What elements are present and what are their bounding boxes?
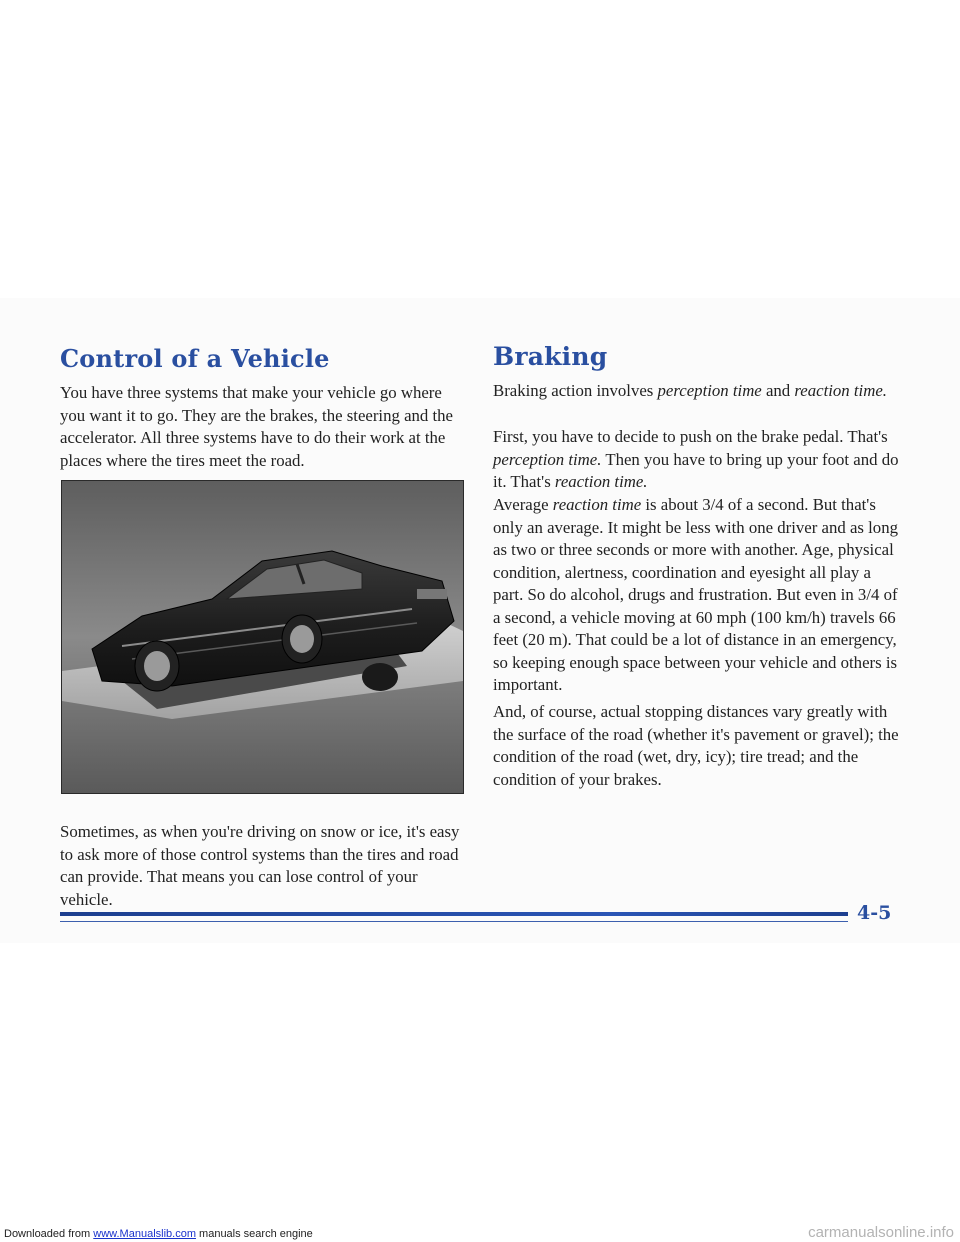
vehicle-illustration (61, 480, 464, 794)
download-footer: Downloaded from www.Manualslib.com manuals search engine (4, 1228, 313, 1240)
braking-intro-paragraph: Braking action involves perception time and reaction time. (493, 381, 887, 400)
footer-rule (60, 912, 848, 916)
section-heading-control: Control of a Vehicle (60, 344, 330, 373)
perception-reaction-paragraph: First, you have to decide to push on the brake pedal. That's perception time. Then you have to bring up your foot and do it. That's reaction time. (493, 427, 899, 491)
footer-rule-thin (60, 921, 848, 922)
average-reaction-paragraph: Average reaction time is about 3/4 of a second. But that's only an average. It might be less with one driver and as long as two or three seconds or more with another. Age, physical condition, alertness, coordination and eyesight all play a part. So do alcohol, drugs and frustration. But even in 3/4 of a second, a vehicle moving at 60 mph (100 km/h) travels 66 feet (20 m). That could be a lot of distance in an emergency, so keeping enough space between your vehicle and others is important. (493, 495, 898, 694)
section-heading-braking: Braking (493, 342, 608, 371)
stopping-distance-paragraph: And, of course, actual stopping distances vary greatly with the surface of the road (whether it's pavement or gravel); the condition of the road (wet, dry, icy); tire tread; and the condition of your brakes. (493, 702, 899, 789)
control-warning-paragraph: Sometimes, as when you're driving on snow or ice, it's easy to ask more of those control systems than the tires and road can provide. That means you can lose control of your vehicle. (60, 822, 460, 909)
page-number: 4-5 (857, 902, 892, 924)
manualslib-link[interactable]: www.Manualslib.com (93, 1228, 196, 1240)
control-intro-paragraph: You have three systems that make your vehicle go where you want it to go. They are the brakes, the steering and the accelerator. All three systems have to do their work at the places where the tires meet the road. (60, 383, 453, 470)
watermark: carmanualsonline.info (808, 1224, 954, 1241)
